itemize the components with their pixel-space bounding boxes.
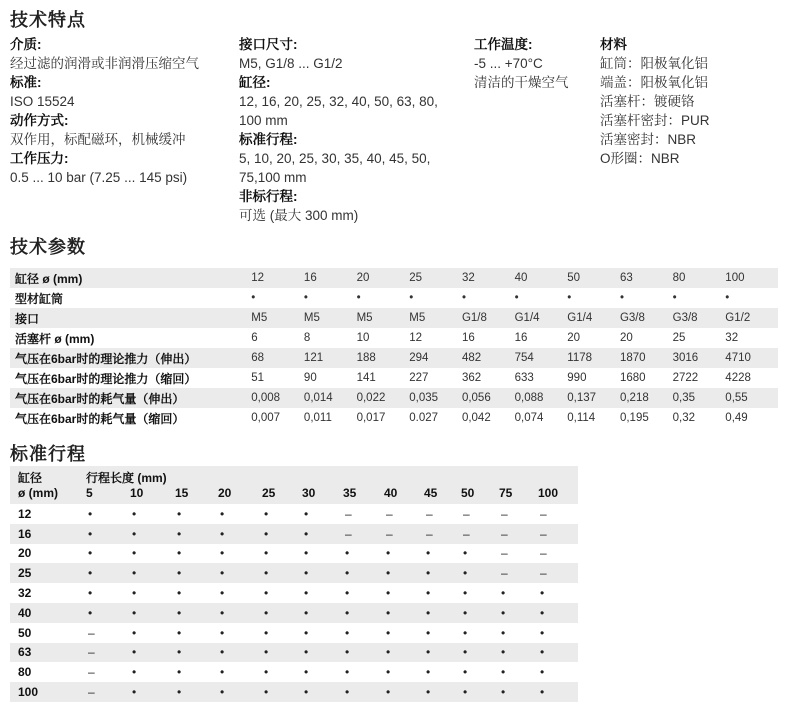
tech-cell: 40 <box>515 268 568 288</box>
tech-cell: • <box>251 292 256 304</box>
stroke-bore: 100 <box>18 685 39 700</box>
stroke-bore: 50 <box>18 625 32 640</box>
stroke-mark: – <box>88 665 95 680</box>
stroke-mark: • <box>264 625 269 640</box>
tech-cell: • <box>409 292 414 304</box>
stroke-mark: • <box>345 586 350 601</box>
tech-cell: 63 <box>620 268 673 288</box>
tech-cell: 633 <box>514 372 534 384</box>
stroke-length-header: 15 <box>175 486 189 500</box>
stroke-mark: – <box>540 566 547 581</box>
stroke-mark: • <box>220 665 225 680</box>
stroke-mark: • <box>220 625 225 640</box>
stroke-mark: • <box>132 506 137 521</box>
stroke-mark: • <box>88 586 93 601</box>
tech-cell: G1/8 <box>462 308 515 328</box>
features-col-1 <box>10 35 199 187</box>
stroke-mark: – <box>501 506 508 521</box>
tech-cell: 188 <box>357 348 410 368</box>
tech-cell: 754 <box>515 348 568 368</box>
stroke-row <box>10 583 578 603</box>
tech-row-label: 型材缸筒 <box>15 291 64 306</box>
stroke-mark: • <box>463 546 468 561</box>
tech-cell: 2722 <box>672 372 699 384</box>
tech-row <box>10 268 778 288</box>
stroke-mark: • <box>177 645 182 660</box>
tech-cell: • <box>356 292 361 304</box>
stroke-mark: • <box>386 665 391 680</box>
stroke-row <box>10 504 578 524</box>
stroke-row <box>10 682 578 702</box>
tech-cell: 0,35 <box>673 388 726 408</box>
tech-cell: 0,49 <box>725 412 748 424</box>
tech-cell: 0,042 <box>461 412 491 424</box>
stroke-mark: • <box>177 685 182 700</box>
tech-row-label: 接口 <box>10 308 251 328</box>
stroke-mark: • <box>501 685 506 700</box>
tech-cell: 100 <box>725 268 778 288</box>
stroke-mark: • <box>88 506 93 521</box>
stroke-mark: • <box>463 685 468 700</box>
tech-cell: 0,035 <box>409 388 462 408</box>
tech-cell: 16 <box>304 268 357 288</box>
tech-cell: 0,014 <box>304 388 357 408</box>
bore-value: 12, 16, 20, 25, 32, 40, 50, 63, 80, <box>239 94 438 109</box>
stroke-mark: • <box>304 566 309 581</box>
stroke-mark: • <box>132 546 137 561</box>
tech-cell: 1680 <box>619 372 646 384</box>
bore-value-cont: 100 mm <box>239 113 288 128</box>
stroke-length-header: 25 <box>262 486 276 500</box>
tech-cell: M5 <box>357 308 410 328</box>
tech-cell: 0,137 <box>567 388 620 408</box>
stroke-mark: • <box>220 506 225 521</box>
stroke-mark: • <box>304 605 309 620</box>
tech-cell: 227 <box>409 372 429 384</box>
material-item: 活塞杆：镀硬铬 <box>600 94 695 109</box>
stroke-mark: – <box>88 625 95 640</box>
tech-cell: • <box>461 292 466 304</box>
tech-cell: 0,074 <box>514 412 544 424</box>
tech-row-label: 缸径 ø (mm) <box>10 268 251 288</box>
tech-cell: M5 <box>409 308 462 328</box>
tech-cell: 0,218 <box>620 388 673 408</box>
stroke-mark: • <box>264 546 269 561</box>
tech-cell: 8 <box>303 332 311 344</box>
stroke-mark: • <box>426 566 431 581</box>
stroke-mark: • <box>88 526 93 541</box>
stroke-mark: • <box>177 605 182 620</box>
tech-cell: 16 <box>514 332 528 344</box>
stroke-title: 标准行程 <box>10 444 86 464</box>
stroke-length-header: 20 <box>218 486 232 500</box>
tech-cell: 0,017 <box>356 412 386 424</box>
stroke-mark: • <box>220 685 225 700</box>
stroke-mark: • <box>177 625 182 640</box>
nonstd-stroke-value: 可选 (最大 300 mm) <box>239 208 359 223</box>
tech-cell: 12 <box>409 332 423 344</box>
features-col-3 <box>474 35 569 92</box>
stroke-mark: • <box>264 645 269 660</box>
tech-cell: G3/8 <box>673 308 726 328</box>
stroke-mark: • <box>463 605 468 620</box>
stroke-mark: • <box>177 586 182 601</box>
tech-row-label: 气压在6bar时的耗气量（伸出） <box>10 388 251 408</box>
stroke-length-header: 40 <box>384 486 398 500</box>
stroke-mark: • <box>88 566 93 581</box>
stroke-length-header: 30 <box>302 486 316 500</box>
stroke-mark: • <box>345 605 350 620</box>
stroke-mark: • <box>264 665 269 680</box>
stroke-mark: – <box>540 506 547 521</box>
stroke-mark: • <box>177 506 182 521</box>
features-col-4 <box>600 35 710 168</box>
stroke-mark: • <box>345 625 350 640</box>
stroke-mark: – <box>88 645 95 660</box>
tech-cell: 0,114 <box>567 412 596 424</box>
stroke-mark: • <box>540 586 545 601</box>
stroke-mark: • <box>501 665 506 680</box>
stroke-mark: • <box>386 605 391 620</box>
tech-title: 技术参数 <box>10 237 86 257</box>
tech-row <box>10 288 778 308</box>
tech-cell: 0,022 <box>357 388 410 408</box>
stroke-mark: • <box>540 665 545 680</box>
tech-cell: 68 <box>251 348 304 368</box>
tech-cell: 32 <box>725 332 739 344</box>
tech-cell: 20 <box>357 268 410 288</box>
stroke-mark: • <box>501 645 506 660</box>
stroke-mark: • <box>426 625 431 640</box>
stroke-mark: • <box>345 665 350 680</box>
tech-row <box>10 408 778 428</box>
tech-cell: • <box>672 292 677 304</box>
stroke-mark: • <box>220 605 225 620</box>
tech-cell: 51 <box>251 372 265 384</box>
nonstd-stroke-label: 非标行程: <box>239 189 298 204</box>
std-stroke-value-cont: 75,100 mm <box>239 170 307 185</box>
stroke-mark: – <box>345 526 352 541</box>
tech-row-label: 活塞杆 ø (mm) <box>15 331 95 346</box>
stroke-mark: • <box>386 625 391 640</box>
stroke-mark: • <box>177 665 182 680</box>
tech-cell: 362 <box>461 372 482 384</box>
stroke-length-header: 45 <box>424 486 438 500</box>
stroke-mark: – <box>345 506 352 521</box>
stroke-mark: • <box>132 605 137 620</box>
material-item: 端盖：阳极氧化铝 <box>600 75 708 90</box>
stroke-mark: • <box>463 566 468 581</box>
action-value: 双作用，标配磁环，机械缓冲 <box>10 132 186 147</box>
bore-label: 缸径: <box>239 75 271 90</box>
standard-value: ISO 15524 <box>10 94 75 109</box>
tech-cell: 0,011 <box>303 412 332 424</box>
port-size-label: 接口尺寸: <box>239 37 298 52</box>
stroke-mark: • <box>264 605 269 620</box>
stroke-mark: • <box>220 546 225 561</box>
tech-cell: 50 <box>567 268 620 288</box>
tech-cell: • <box>725 292 730 304</box>
stroke-mark: • <box>304 625 309 640</box>
stroke-mark: • <box>304 665 309 680</box>
stroke-mark: – <box>426 506 433 521</box>
stroke-mark: – <box>501 546 508 561</box>
stroke-mark: • <box>345 685 350 700</box>
material-item: 活塞杆密封：PUR <box>600 113 710 128</box>
stroke-mark: • <box>386 645 391 660</box>
stroke-mark: • <box>304 506 309 521</box>
features-title: 技术特点 <box>10 10 86 30</box>
temp-value: -5 ... +70°C <box>474 56 543 71</box>
stroke-length-header: 50 <box>461 486 475 500</box>
tech-cell: • <box>514 292 519 304</box>
standard-label: 标准: <box>10 75 42 90</box>
stroke-mark: • <box>540 605 545 620</box>
stroke-mark: • <box>264 506 269 521</box>
tech-cell: M5 <box>251 308 304 328</box>
stroke-mark: • <box>304 526 309 541</box>
tech-row <box>10 308 778 328</box>
bore-header-2: ø (mm) <box>18 486 58 500</box>
medium-value: 经过滤的润滑或非润滑压缩空气 <box>10 56 199 71</box>
tech-cell: 0,008 <box>251 388 304 408</box>
stroke-mark: – <box>463 506 470 521</box>
stroke-bore: 20 <box>18 546 32 561</box>
stroke-mark: • <box>426 665 431 680</box>
tech-cell: 25 <box>409 268 462 288</box>
stroke-mark: – <box>540 526 547 541</box>
stroke-bore: 16 <box>18 526 32 541</box>
stroke-header <box>10 466 578 504</box>
tech-cell: 4710 <box>725 348 778 368</box>
stroke-mark: • <box>132 685 137 700</box>
tech-cell: 0,007 <box>251 412 281 424</box>
stroke-mark: • <box>220 645 225 660</box>
stroke-mark: • <box>264 586 269 601</box>
stroke-length-header: 75 <box>499 486 513 500</box>
stroke-mark: • <box>386 546 391 561</box>
stroke-row <box>10 563 578 583</box>
pressure-label: 工作压力: <box>10 151 69 166</box>
tech-row <box>10 348 778 368</box>
stroke-mark: • <box>426 645 431 660</box>
tech-cell: 121 <box>304 348 357 368</box>
stroke-mark: • <box>540 625 545 640</box>
tech-cell: 0,32 <box>672 412 696 424</box>
tech-row-label: 气压在6bar时的耗气量（缩回） <box>15 411 185 426</box>
material-item: 活塞密封：NBR <box>600 132 697 147</box>
material-item: O形圈：NBR <box>600 151 680 166</box>
tech-cell: 6 <box>251 332 258 344</box>
tech-cell: 90 <box>303 372 317 384</box>
stroke-mark: • <box>345 566 350 581</box>
port-size-value: M5, G1/8 ... G1/2 <box>239 56 343 71</box>
stroke-bore: 40 <box>18 605 32 620</box>
tech-cell: 20 <box>619 332 633 344</box>
stroke-mark: • <box>386 685 391 700</box>
tech-cell: 10 <box>356 332 370 344</box>
stroke-mark: • <box>264 685 269 700</box>
stroke-mark: – <box>540 546 547 561</box>
tech-cell: • <box>567 292 572 304</box>
stroke-mark: • <box>501 625 506 640</box>
tech-cell: 1870 <box>620 348 673 368</box>
stroke-mark: • <box>540 685 545 700</box>
stroke-mark: • <box>540 645 545 660</box>
stroke-mark: • <box>345 645 350 660</box>
features-col-2 <box>239 35 438 225</box>
stroke-mark: • <box>177 546 182 561</box>
stroke-row <box>10 524 578 544</box>
stroke-mark: • <box>132 566 137 581</box>
stroke-mark: • <box>132 645 137 660</box>
stroke-bore: 32 <box>18 586 32 601</box>
stroke-mark: • <box>132 586 137 601</box>
stroke-mark: • <box>426 586 431 601</box>
stroke-row <box>10 662 578 682</box>
tech-cell: 0.027 <box>409 412 439 424</box>
stroke-length-header: 35 <box>343 486 357 500</box>
stroke-mark: – <box>386 526 393 541</box>
tech-row <box>10 388 778 408</box>
tech-cell: 20 <box>567 332 581 344</box>
tech-cell: 3016 <box>673 348 726 368</box>
material-item: 缸筒：阳极氧化铝 <box>600 56 708 71</box>
stroke-mark: – <box>501 526 508 541</box>
stroke-mark: • <box>220 566 225 581</box>
stroke-mark: • <box>132 665 137 680</box>
stroke-mark: • <box>426 546 431 561</box>
tech-row-label: 气压在6bar时的理论推力（缩回） <box>15 371 197 386</box>
tech-cell: 294 <box>409 348 462 368</box>
stroke-mark: – <box>88 685 95 700</box>
stroke-mark: • <box>132 526 137 541</box>
tech-cell: 80 <box>673 268 726 288</box>
stroke-mark: • <box>426 605 431 620</box>
stroke-mark: • <box>304 546 309 561</box>
material-label: 材料 <box>600 37 627 52</box>
tech-row <box>10 328 778 348</box>
tech-params-table <box>10 268 778 428</box>
tech-cell: 25 <box>672 332 686 344</box>
stroke-mark: • <box>386 586 391 601</box>
stroke-mark: – <box>426 526 433 541</box>
stroke-table <box>10 466 578 702</box>
tech-cell: 12 <box>251 268 304 288</box>
temp-label: 工作温度: <box>474 37 533 52</box>
tech-cell: • <box>619 292 624 304</box>
tech-cell: G1/2 <box>725 308 778 328</box>
stroke-mark: • <box>386 566 391 581</box>
action-label: 动作方式: <box>10 113 69 128</box>
tech-cell: • <box>303 292 308 304</box>
tech-cell: G3/8 <box>620 308 673 328</box>
tech-row-label: 气压在6bar时的理论推力（伸出） <box>10 348 251 368</box>
tech-cell: M5 <box>304 308 357 328</box>
stroke-bore: 25 <box>18 566 32 581</box>
pressure-value: 0.5 ... 10 bar (7.25 ... 145 psi) <box>10 170 188 185</box>
stroke-row <box>10 623 578 643</box>
stroke-mark: • <box>220 586 225 601</box>
tech-cell: 0,056 <box>462 388 515 408</box>
stroke-length-header: 10 <box>130 486 144 500</box>
tech-cell: 1178 <box>567 348 620 368</box>
stroke-length-header: 100 <box>538 486 559 500</box>
stroke-mark: • <box>304 685 309 700</box>
tech-cell: G1/4 <box>515 308 568 328</box>
stroke-mark: • <box>463 645 468 660</box>
stroke-mark: – <box>501 566 508 581</box>
stroke-length-header: 5 <box>86 486 93 500</box>
tech-cell: 32 <box>462 268 515 288</box>
bore-header-1: 缸径 <box>18 471 43 485</box>
stroke-mark: • <box>463 586 468 601</box>
stroke-bore: 12 <box>18 506 32 521</box>
tech-cell: 141 <box>356 372 376 384</box>
stroke-bore: 80 <box>18 665 32 680</box>
stroke-mark: • <box>463 665 468 680</box>
stroke-mark: • <box>132 625 137 640</box>
stroke-mark: • <box>264 526 269 541</box>
stroke-bore: 63 <box>18 645 32 660</box>
stroke-mark: • <box>177 566 182 581</box>
stroke-mark: • <box>177 526 182 541</box>
stroke-mark: • <box>88 605 93 620</box>
tech-cell: 0,088 <box>515 388 568 408</box>
std-stroke-value: 5, 10, 20, 25, 30, 35, 40, 45, 50, <box>239 151 431 166</box>
tech-cell: 4228 <box>725 372 751 384</box>
stroke-row <box>10 643 578 663</box>
stroke-mark: • <box>88 546 93 561</box>
length-header: 行程长度 (mm) <box>86 471 167 485</box>
air-value: 清洁的干燥空气 <box>474 75 569 90</box>
medium-label: 介质: <box>10 37 42 52</box>
std-stroke-label: 标准行程: <box>239 132 298 147</box>
stroke-mark: • <box>501 605 506 620</box>
stroke-mark: • <box>264 566 269 581</box>
tech-cell: 0,195 <box>619 412 649 424</box>
tech-row <box>10 368 778 388</box>
stroke-mark: • <box>304 586 309 601</box>
stroke-mark: • <box>501 586 506 601</box>
stroke-mark: • <box>345 546 350 561</box>
tech-cell: 0,55 <box>725 388 778 408</box>
stroke-mark: • <box>426 685 431 700</box>
stroke-mark: – <box>386 506 393 521</box>
stroke-mark: • <box>304 645 309 660</box>
tech-cell: G1/4 <box>567 308 620 328</box>
stroke-mark: • <box>463 625 468 640</box>
stroke-row <box>10 544 578 564</box>
stroke-row <box>10 603 578 623</box>
tech-cell: 16 <box>461 332 475 344</box>
stroke-mark: – <box>463 526 470 541</box>
stroke-mark: • <box>220 526 225 541</box>
tech-cell: 990 <box>567 372 587 384</box>
tech-cell: 482 <box>462 348 515 368</box>
